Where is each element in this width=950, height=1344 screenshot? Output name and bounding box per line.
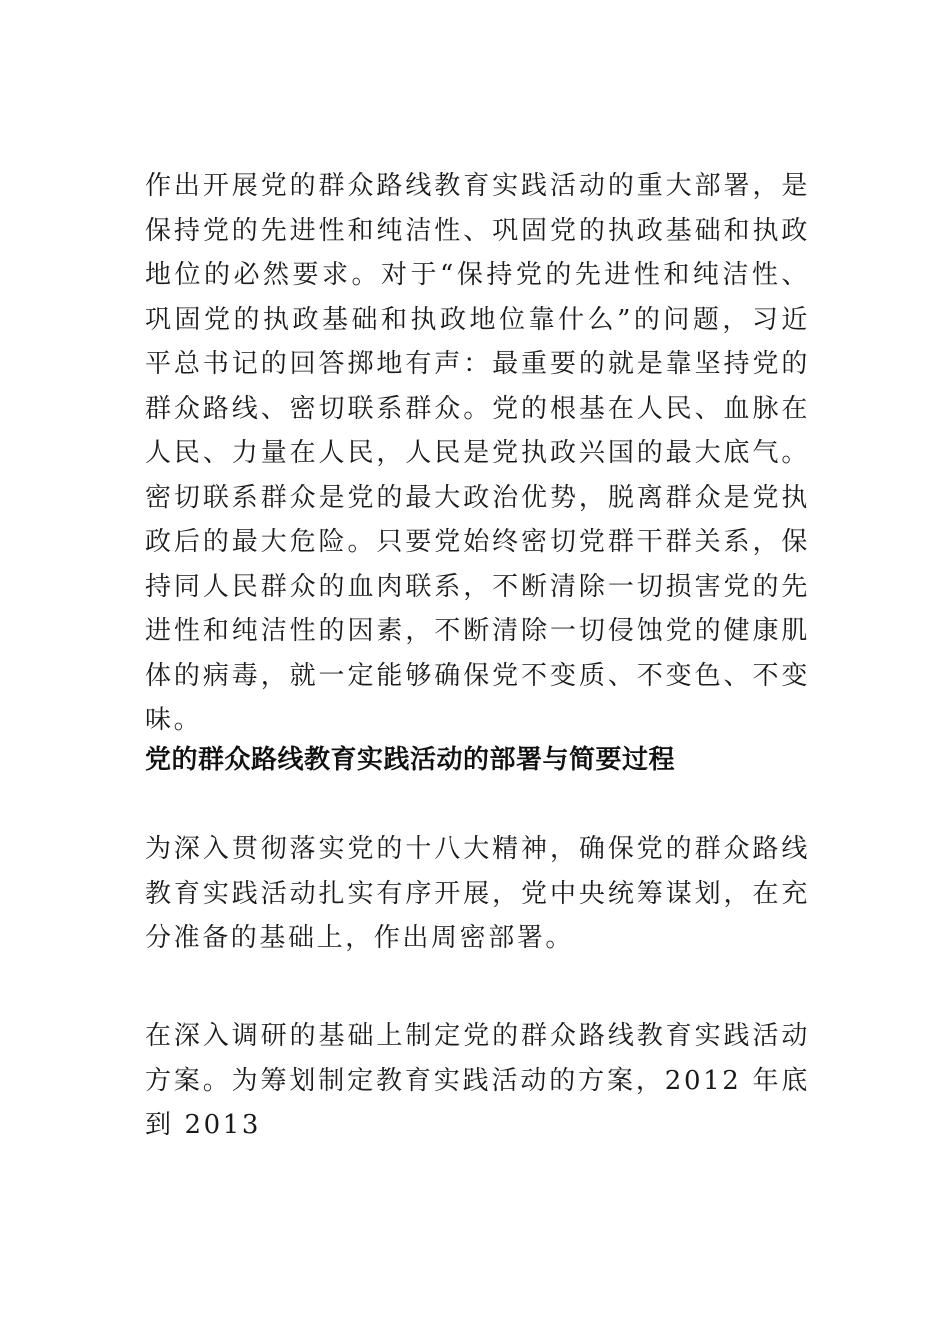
body-paragraph: 在深入调研的基础上制定党的群众路线教育实践活动方案。为筹划制定教育实践活动的方案，2012 年底到 2013 (145, 1021, 810, 1140)
section-heading: 党的群众路线教育实践活动的部署与简要过程 (145, 745, 676, 775)
body-paragraph: 作出开展党的群众路线教育实践活动的重大部署，是保持党的先进性和纯洁性、巩固党的执政基础和执政地位的必然要求。对于“保持党的先进性和纯洁性、巩固党的执政基础和执政地位靠什么”的问题，习近平总书记的回答掷地有声：最重要的就是靠坚持党的群众路线、密切联系群众。党的根基在人民、血脉在人民、力量在人民，人民是党执政兴国的最大底气。密切联系群众是党的最大政治优势，脱离群众是党执政后的最大危险。只要党始终密切党群干群关系，保持同人民群众的血肉联系，不断清除一切损害党的先进性和纯洁性的因素，不断清除一切侵蚀党的健康肌体的病毒，就一定能够确保党不变质、不变色、不变味。 (145, 171, 810, 735)
body-paragraph: 为深入贯彻落实党的十八大精神，确保党的群众路线教育实践活动扎实有序开展，党中央统筹谋划，在充分准备的基础上，作出周密部署。 (145, 834, 810, 953)
